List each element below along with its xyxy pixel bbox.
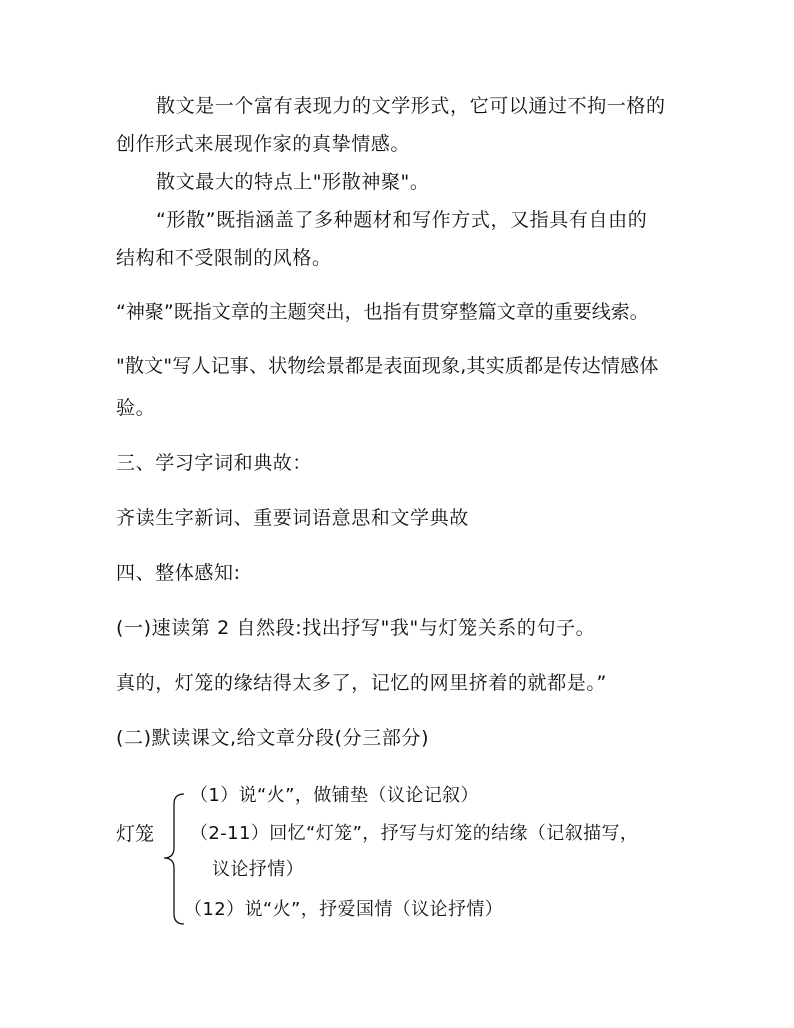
paragraph-prose-intro-line2: 创作形式来展现作家的真挚情感。 [116, 133, 411, 155]
outline-item-2-continued: 议论抒情） [212, 859, 304, 880]
paragraph-prose-feature: 散文最大的特点上"形散神聚"。 [156, 171, 430, 193]
paragraph-essence-line2: 验。 [116, 397, 156, 419]
paragraph-prose-intro-line1: 散文是一个富有表现力的文学形式，它可以通过不拘一格的 [156, 95, 666, 117]
subsection-heading-1: (一)速读第 2 自然段:找出抒写"我"与灯笼关系的句子。 [116, 617, 596, 639]
paragraph-xingsan-line2: 结构和不受限制的风格。 [116, 247, 332, 269]
quote-sentence: 真的，灯笼的缘结得太多了，记忆的网里挤着的就都是。” [116, 672, 607, 694]
subsection-heading-2: (二)默读课文,给文章分段(分三部分) [116, 727, 430, 749]
paragraph-shenju: “神聚”既指文章的主题突出，也指有贯穿整篇文章的重要线索。 [116, 301, 649, 323]
outline-item-2: （2-11）回忆“灯笼”，抒写与灯笼的结缘（记叙描写， [190, 823, 639, 844]
paragraph-essence-line1: "散文"写人记事、状物绘景都是表面现象,其实质都是传达情感体 [116, 355, 659, 377]
section-heading-3: 三、学习字词和典故： [116, 452, 313, 474]
outline-item-3: （12）说“火”，抒爱国情（议论抒情） [184, 899, 504, 920]
outline-item-1: （1）说“火”，做铺垫（议论记叙） [190, 785, 479, 806]
section-heading-4: 四、整体感知: [116, 562, 241, 584]
paragraph-read-words: 齐读生字新词、重要词语意思和文学典故 [116, 507, 469, 529]
left-brace-icon [160, 792, 186, 926]
outline-label: 灯笼 [116, 823, 155, 845]
paragraph-xingsan-line1: “形散”既指涵盖了多种题材和写作方式，又指具有自由的 [156, 209, 648, 231]
